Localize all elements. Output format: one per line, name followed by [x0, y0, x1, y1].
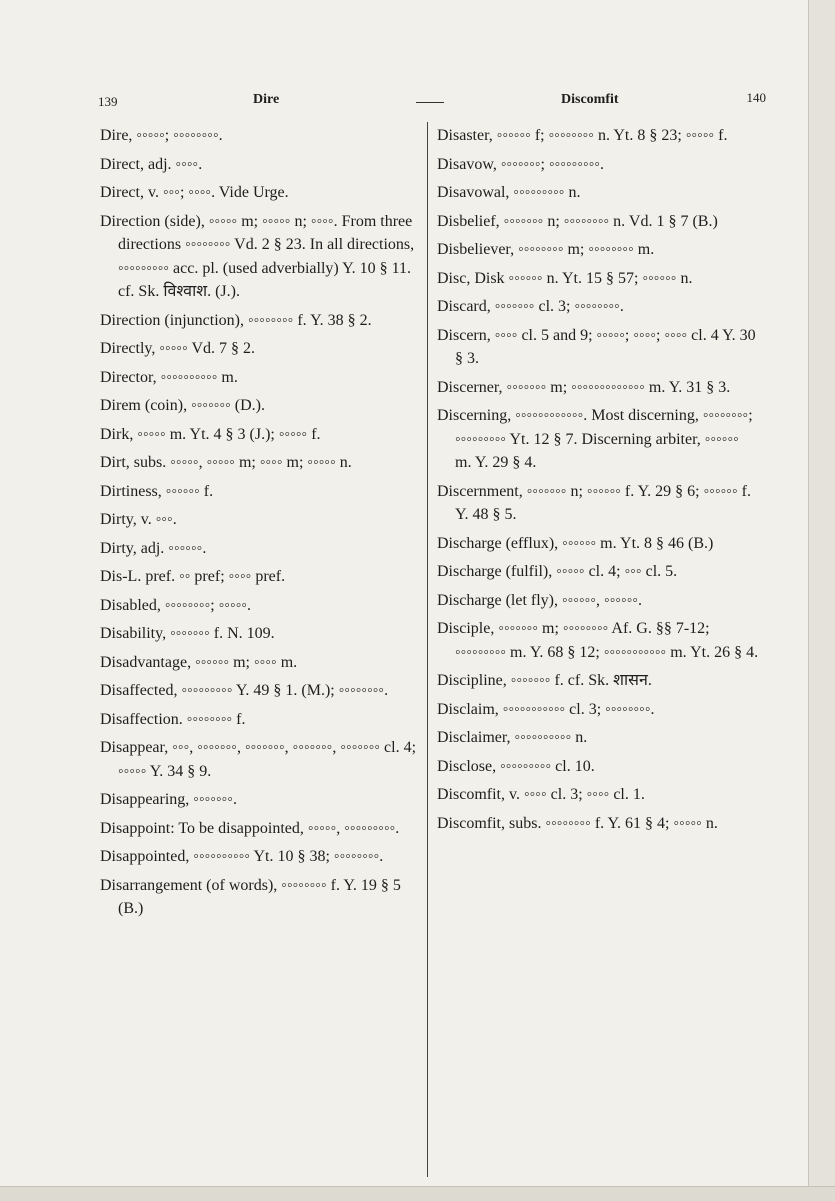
dictionary-entry: Disaster, ◦◦◦◦◦◦ f; ◦◦◦◦◦◦◦◦ n. Yt. 8 § 23; ◦◦◦◦◦ f.	[437, 127, 728, 144]
dictionary-entry: Disbelief, ◦◦◦◦◦◦◦ n; ◦◦◦◦◦◦◦◦ n. Vd. 1 § 7 (B.)	[437, 212, 718, 230]
guide-word-left: Dire	[253, 92, 280, 107]
dictionary-entry: Discern, ◦◦◦◦ cl. 5 and 9; ◦◦◦◦◦; ◦◦◦◦; ◦◦◦◦ cl. 4 Y. 30 § 3.	[437, 326, 756, 367]
dictionary-entry: Disc, Disk ◦◦◦◦◦◦ n. Yt. 15 § 57; ◦◦◦◦◦◦ n.	[437, 269, 693, 287]
header-dash	[416, 102, 444, 103]
dictionary-entry: Direct, adj. ◦◦◦◦.	[100, 155, 203, 173]
page-number-left: 139	[98, 94, 118, 109]
dictionary-entry: Discharge (fulfil), ◦◦◦◦◦ cl. 4; ◦◦◦ cl. 5.	[437, 563, 678, 580]
dictionary-entry: Dire, ◦◦◦◦◦; ◦◦◦◦◦◦◦◦.	[100, 127, 223, 144]
dictionary-entry: Disadvantage, ◦◦◦◦◦◦ m; ◦◦◦◦ m.	[100, 653, 298, 671]
dictionary-entry: Disappoint: To be disappointed, ◦◦◦◦◦, ◦◦◦◦◦◦◦◦◦.	[100, 819, 400, 837]
right-column	[437, 124, 759, 840]
dictionary-entry: Disciple, ◦◦◦◦◦◦◦ m; ◦◦◦◦◦◦◦◦ Af. G. §§ 7-12; ◦◦◦◦◦◦◦◦◦ m. Y. 68 § 12; ◦◦◦◦◦◦◦◦◦◦◦ m. Yt. 26 § 4.	[437, 620, 759, 661]
dictionary-entry: Discernment, ◦◦◦◦◦◦◦ n; ◦◦◦◦◦◦ f. Y. 29 § 6; ◦◦◦◦◦◦ f. Y. 48 § 5.	[437, 482, 751, 523]
dictionary-entry: Disclaimer, ◦◦◦◦◦◦◦◦◦◦ n.	[437, 729, 588, 746]
dictionary-entry: Discharge (efflux), ◦◦◦◦◦◦ m. Yt. 8 § 46 (B.)	[437, 534, 714, 552]
dictionary-entry: Dirt, subs. ◦◦◦◦◦, ◦◦◦◦◦ m; ◦◦◦◦ m; ◦◦◦◦◦ n.	[100, 454, 352, 471]
dictionary-entry: Disbeliever, ◦◦◦◦◦◦◦◦ m; ◦◦◦◦◦◦◦◦ m.	[437, 241, 655, 258]
dictionary-entry: Disaffected, ◦◦◦◦◦◦◦◦◦ Y. 49 § 1. (M.); ◦◦◦◦◦◦◦◦.	[100, 682, 389, 699]
dictionary-entry: Dirty, v. ◦◦◦.	[100, 511, 177, 528]
dictionary-entry: Disarrangement (of words), ◦◦◦◦◦◦◦◦ f. Y. 19 § 5 (B.)	[100, 876, 401, 917]
dictionary-entry: Discomfit, v. ◦◦◦◦ cl. 3; ◦◦◦◦ cl. 1.	[437, 786, 645, 803]
dictionary-entry: Disability, ◦◦◦◦◦◦◦ f. N. 109.	[100, 625, 275, 642]
left-column	[100, 124, 422, 926]
dictionary-entry: Dis-L. pref. ◦◦ pref; ◦◦◦◦ pref.	[100, 568, 286, 585]
dictionary-entry: Disavow, ◦◦◦◦◦◦◦; ◦◦◦◦◦◦◦◦◦.	[437, 155, 605, 173]
dictionary-entry: Discerner, ◦◦◦◦◦◦◦ m; ◦◦◦◦◦◦◦◦◦◦◦◦◦ m. Y. 31 § 3.	[437, 378, 731, 396]
dictionary-entry: Disaffection. ◦◦◦◦◦◦◦◦ f.	[100, 710, 246, 728]
dictionary-entry: Direm (coin), ◦◦◦◦◦◦◦ (D.).	[100, 397, 265, 414]
page-edge-right	[808, 0, 835, 1200]
column-divider	[427, 122, 428, 1177]
dictionary-entry: Direct, v. ◦◦◦; ◦◦◦◦. Vide Urge.	[100, 184, 289, 201]
dictionary-entry: Discomfit, subs. ◦◦◦◦◦◦◦◦ f. Y. 61 § 4; ◦◦◦◦◦ n.	[437, 814, 718, 832]
dictionary-entry: Disappear, ◦◦◦, ◦◦◦◦◦◦◦, ◦◦◦◦◦◦◦, ◦◦◦◦◦◦◦, ◦◦◦◦◦◦◦ cl. 4; ◦◦◦◦◦ Y. 34 § 9.	[100, 739, 417, 780]
dictionary-entry: Directly, ◦◦◦◦◦ Vd. 7 § 2.	[100, 340, 256, 357]
running-header	[98, 90, 766, 120]
dictionary-entry: Dirty, adj. ◦◦◦◦◦◦.	[100, 539, 207, 557]
dictionary-entry: Direction (injunction), ◦◦◦◦◦◦◦◦ f. Y. 38 § 2.	[100, 311, 372, 329]
dictionary-entry: Discard, ◦◦◦◦◦◦◦ cl. 3; ◦◦◦◦◦◦◦◦.	[437, 298, 624, 315]
dictionary-entry: Disclose, ◦◦◦◦◦◦◦◦◦ cl. 10.	[437, 757, 595, 775]
dictionary-entry: Dirk, ◦◦◦◦◦ m. Yt. 4 § 3 (J.); ◦◦◦◦◦ f.	[100, 425, 321, 443]
dictionary-entry: Disappointed, ◦◦◦◦◦◦◦◦◦◦ Yt. 10 § 38; ◦◦◦◦◦◦◦◦.	[100, 848, 384, 865]
guide-word-right: Discomfit	[561, 92, 619, 107]
dictionary-entry: Direction (side), ◦◦◦◦◦ m; ◦◦◦◦◦ n; ◦◦◦◦. From three directions ◦◦◦◦◦◦◦◦ Vd. 2 § 23. In all directions, ◦◦◦◦◦◦◦◦◦ acc. pl. (used adverbially) Y. 10 § 11. cf. Sk. विश्वाश. (J.).	[100, 212, 415, 300]
dictionary-entry: Discharge (let fly), ◦◦◦◦◦◦, ◦◦◦◦◦◦.	[437, 591, 643, 609]
dictionary-entry: Disappearing, ◦◦◦◦◦◦◦.	[100, 791, 238, 808]
dictionary-entry: Disavowal, ◦◦◦◦◦◦◦◦◦ n.	[437, 184, 581, 201]
dictionary-entry: Discipline, ◦◦◦◦◦◦◦ f. cf. Sk. शासन.	[437, 672, 652, 689]
dictionary-entry: Dirtiness, ◦◦◦◦◦◦ f.	[100, 482, 214, 500]
page-number-right: 140	[746, 90, 766, 105]
dictionary-entry: Discerning, ◦◦◦◦◦◦◦◦◦◦◦◦. Most discerning, ◦◦◦◦◦◦◦◦; ◦◦◦◦◦◦◦◦◦ Yt. 12 § 7. Discerning arbiter, ◦◦◦◦◦◦ m. Y. 29 § 4.	[437, 407, 753, 471]
page-edge-bottom	[0, 1186, 835, 1201]
dictionary-entry: Director, ◦◦◦◦◦◦◦◦◦◦ m.	[100, 368, 238, 386]
dictionary-entry: Disabled, ◦◦◦◦◦◦◦◦; ◦◦◦◦◦.	[100, 596, 252, 614]
dictionary-entry: Disclaim, ◦◦◦◦◦◦◦◦◦◦◦ cl. 3; ◦◦◦◦◦◦◦◦.	[437, 700, 655, 718]
